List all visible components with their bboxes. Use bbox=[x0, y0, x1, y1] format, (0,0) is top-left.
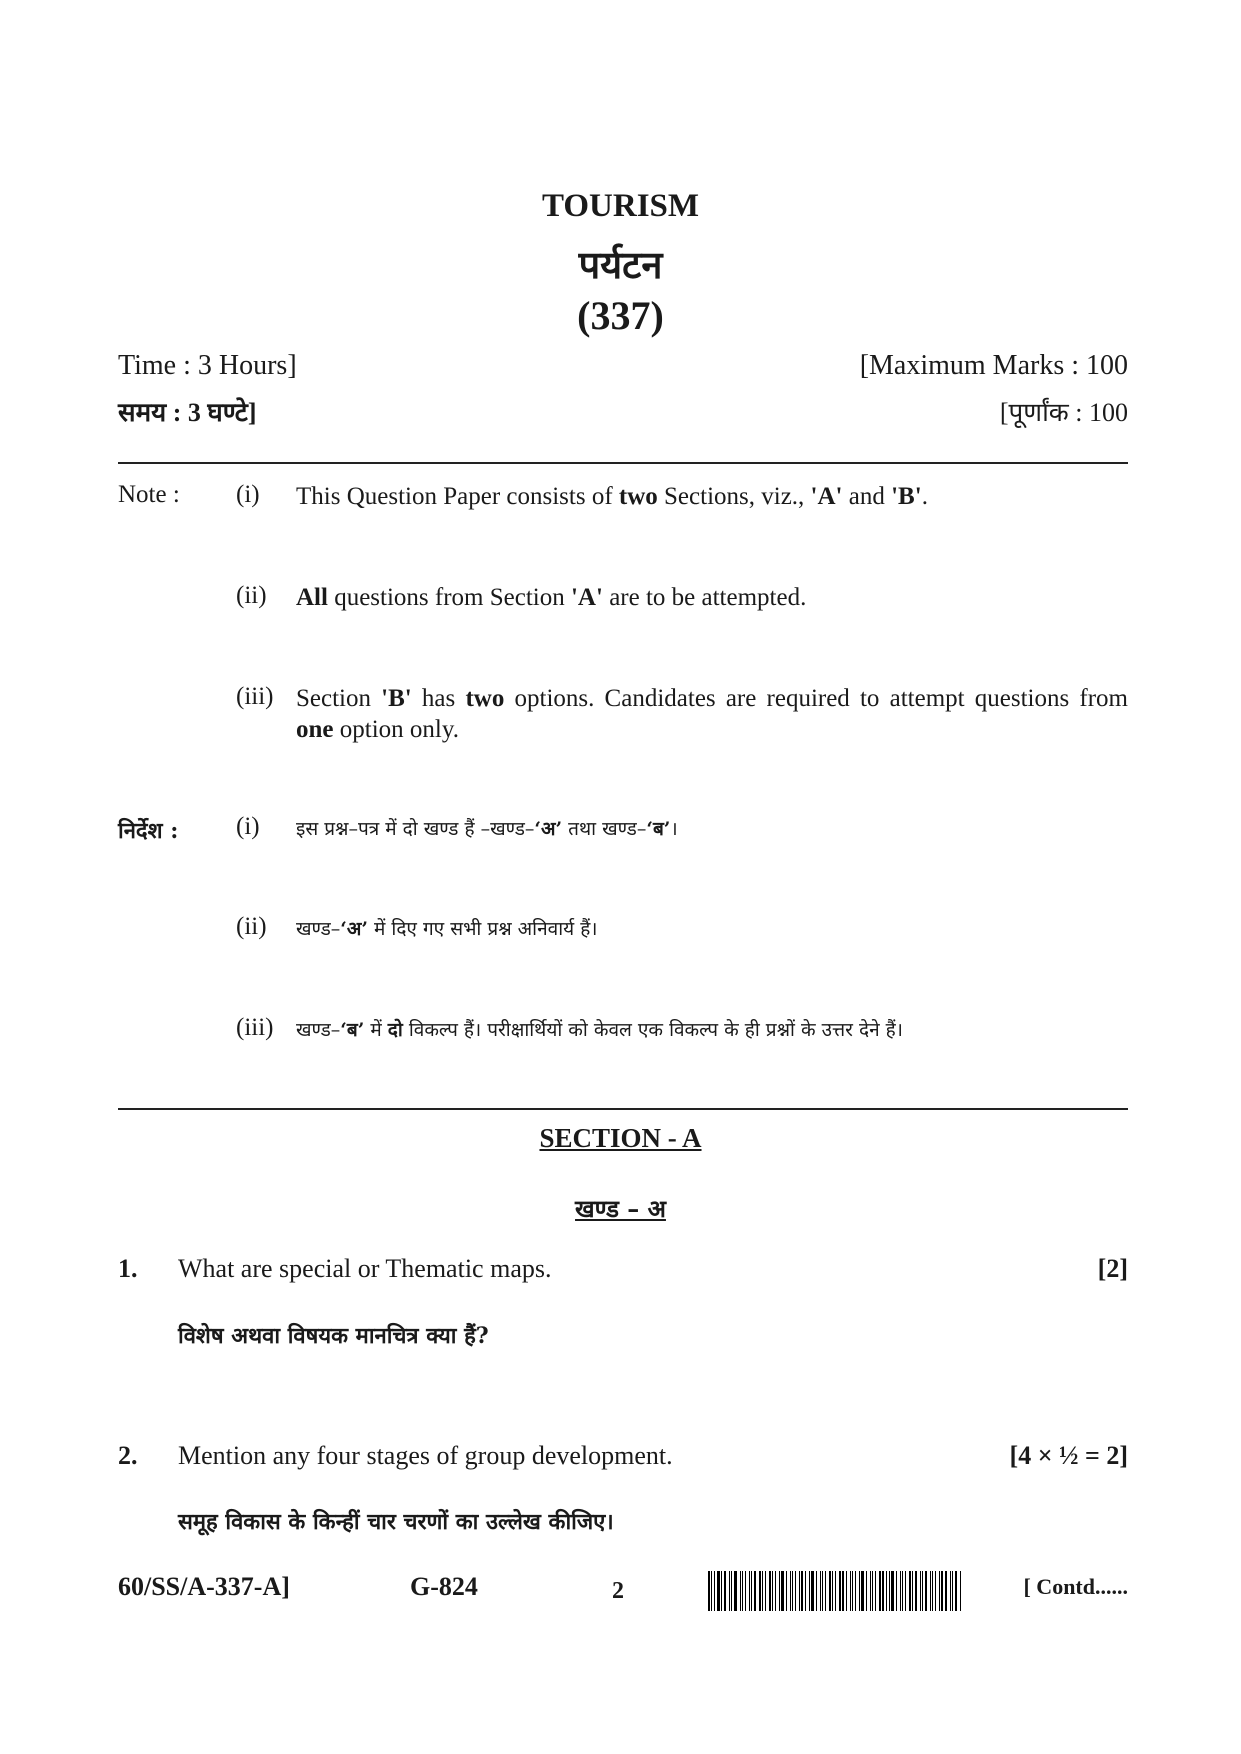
subject-title: TOURISM bbox=[541, 188, 700, 224]
barcode-bar bbox=[889, 1571, 890, 1611]
barcode-bar bbox=[772, 1571, 773, 1611]
question-number: 2. bbox=[118, 1441, 138, 1470]
paper-code: 60/SS/A-337-A] bbox=[118, 1572, 290, 1601]
question-text-hindi: विशेष अथवा विषयक मानचित्र क्या हैं? bbox=[178, 1323, 489, 1349]
barcode-bar bbox=[795, 1571, 796, 1611]
barcode-bar bbox=[835, 1571, 836, 1611]
question-marks: [4 × ½ = 2] bbox=[1009, 1441, 1128, 1470]
barcode-bar bbox=[872, 1571, 873, 1611]
note-number: (i) bbox=[236, 481, 260, 508]
barcode-bar bbox=[825, 1571, 826, 1611]
barcode-bar bbox=[754, 1571, 756, 1611]
barcode-bar bbox=[839, 1571, 842, 1611]
note-item-hindi-1: इस प्रश्न–पत्र में दो खण्ड हैं –खण्ड–‘अ’ तथा खण्ड–‘ब’। bbox=[296, 818, 678, 840]
note-item-hindi-3: खण्ड–‘ब’ में दो विकल्प हैं। परीक्षार्थियों को केवल एक विकल्प के ही प्रश्नों के उत्तर देने हैं। bbox=[296, 1019, 903, 1041]
question-text: Mention any four stages of group development. bbox=[178, 1441, 673, 1470]
barcode-bar bbox=[955, 1571, 957, 1611]
barcode-bar bbox=[740, 1571, 741, 1611]
note-number: (ii) bbox=[236, 582, 267, 609]
barcode-bar bbox=[915, 1571, 918, 1611]
note-number: (iii) bbox=[236, 683, 274, 710]
barcode-bar bbox=[829, 1571, 831, 1611]
barcode-bar bbox=[801, 1571, 803, 1611]
barcode-bar bbox=[875, 1571, 876, 1611]
barcode-bar bbox=[729, 1571, 731, 1611]
subject-title-hindi: पर्यटन bbox=[578, 242, 663, 287]
barcode-bar bbox=[879, 1571, 881, 1611]
barcode-bar bbox=[799, 1571, 800, 1611]
barcode-bar bbox=[870, 1571, 872, 1611]
barcode-bar bbox=[900, 1571, 902, 1611]
barcode-bar bbox=[769, 1571, 771, 1611]
barcode-bar bbox=[745, 1571, 747, 1611]
barcode-bar bbox=[950, 1571, 951, 1611]
page-number: 2 bbox=[612, 1578, 624, 1604]
barcode-bar bbox=[855, 1571, 856, 1611]
barcode-bar bbox=[941, 1571, 943, 1611]
barcode-bar bbox=[932, 1571, 934, 1611]
barcode-bar bbox=[909, 1571, 911, 1611]
barcode-bar bbox=[922, 1571, 923, 1611]
question-marks: [2] bbox=[1097, 1254, 1128, 1283]
note-number: (i) bbox=[236, 813, 260, 840]
barcode-bar bbox=[939, 1571, 940, 1611]
barcode-bar bbox=[866, 1571, 867, 1611]
time-label: Time : 3 Hours] bbox=[118, 350, 297, 381]
barcode-bar bbox=[751, 1571, 752, 1611]
question-text: What are special or Thematic maps. bbox=[178, 1254, 552, 1283]
barcode-bar bbox=[896, 1571, 897, 1611]
note-item-hindi-2: खण्ड–‘अ’ में दिए गए सभी प्रश्न अनिवार्य हैं। bbox=[296, 918, 598, 940]
divider-top bbox=[118, 462, 1128, 464]
barcode-bar bbox=[912, 1571, 913, 1611]
barcode-bar bbox=[708, 1571, 710, 1611]
barcode-bar bbox=[832, 1571, 833, 1611]
barcode-bar bbox=[820, 1571, 821, 1611]
barcode-bar bbox=[960, 1571, 961, 1611]
barcode-bar bbox=[724, 1571, 726, 1611]
barcode-bar bbox=[920, 1571, 921, 1611]
barcode-bar bbox=[850, 1571, 851, 1611]
section-title: SECTION - A bbox=[539, 1123, 702, 1153]
note-item-2: All questions from Section 'A' are to be attempted. bbox=[296, 584, 807, 611]
question-number: 1. bbox=[118, 1254, 138, 1283]
barcode-bar bbox=[711, 1571, 712, 1611]
barcode-bar bbox=[721, 1571, 722, 1611]
barcode-bar bbox=[846, 1571, 847, 1611]
barcode-bar bbox=[859, 1571, 860, 1611]
barcode-bar bbox=[925, 1571, 927, 1611]
barcode-bar bbox=[749, 1571, 750, 1611]
barcode-bar bbox=[861, 1571, 864, 1611]
subject-code: (337) bbox=[577, 293, 664, 338]
barcode-bar bbox=[792, 1571, 793, 1611]
time-label-hindi: समय : 3 घण्टे] bbox=[118, 398, 257, 427]
note-item-3: Section 'B' has two options. Candidates are required to attempt questions from one option only. bbox=[296, 685, 1128, 743]
question-text-hindi: समूह विकास के किन्हीं चार चरणों का उल्लेख कीजिए। bbox=[178, 1509, 614, 1535]
note-label: Note : bbox=[118, 481, 180, 508]
barcode-bar bbox=[891, 1571, 894, 1611]
barcode-bar bbox=[762, 1571, 763, 1611]
barcode-bar bbox=[882, 1571, 884, 1611]
barcode-bar bbox=[811, 1571, 814, 1611]
barcode-bar bbox=[809, 1571, 810, 1611]
note-label-hindi: निर्देश : bbox=[118, 818, 179, 844]
barcode-bar bbox=[779, 1571, 781, 1611]
barcode-bar bbox=[842, 1571, 844, 1611]
barcode-bar bbox=[822, 1571, 824, 1611]
barcode-bar bbox=[714, 1571, 715, 1611]
barcode-bar bbox=[886, 1571, 887, 1611]
section-title-hindi: खण्ड – अ bbox=[575, 1194, 666, 1223]
note-number: (iii) bbox=[236, 1014, 274, 1041]
barcode-bar bbox=[935, 1571, 936, 1611]
note-item-1: This Question Paper consists of two Sections, viz., 'A' and 'B'. bbox=[296, 483, 928, 510]
max-marks-label: [Maximum Marks : 100 bbox=[859, 350, 1128, 381]
set-code: G-824 bbox=[410, 1572, 478, 1601]
barcode-bar bbox=[765, 1571, 766, 1611]
max-marks-label-hindi: [पूर्णांक : 100 bbox=[999, 398, 1128, 427]
barcode-bar bbox=[952, 1571, 953, 1611]
barcode-bar bbox=[945, 1571, 948, 1611]
divider-section bbox=[118, 1108, 1128, 1110]
barcode-bar bbox=[731, 1571, 732, 1611]
barcode-bar bbox=[742, 1571, 743, 1611]
barcode-bar bbox=[734, 1571, 737, 1611]
barcode-bar bbox=[759, 1571, 762, 1611]
barcode-bar bbox=[930, 1571, 931, 1611]
barcode-bar bbox=[902, 1571, 903, 1611]
note-number: (ii) bbox=[236, 913, 267, 940]
barcode-bar bbox=[781, 1571, 784, 1611]
barcode-bar bbox=[816, 1571, 817, 1611]
barcode-bar bbox=[790, 1571, 792, 1611]
continued-label: [ Contd...... bbox=[1023, 1574, 1128, 1599]
barcode-bar bbox=[786, 1571, 787, 1611]
barcode-bar bbox=[717, 1571, 720, 1611]
barcode-bar bbox=[775, 1571, 776, 1611]
barcode-bar bbox=[852, 1571, 854, 1611]
barcode-bar bbox=[805, 1571, 807, 1611]
barcode bbox=[708, 1571, 962, 1611]
barcode-bar bbox=[905, 1571, 906, 1611]
